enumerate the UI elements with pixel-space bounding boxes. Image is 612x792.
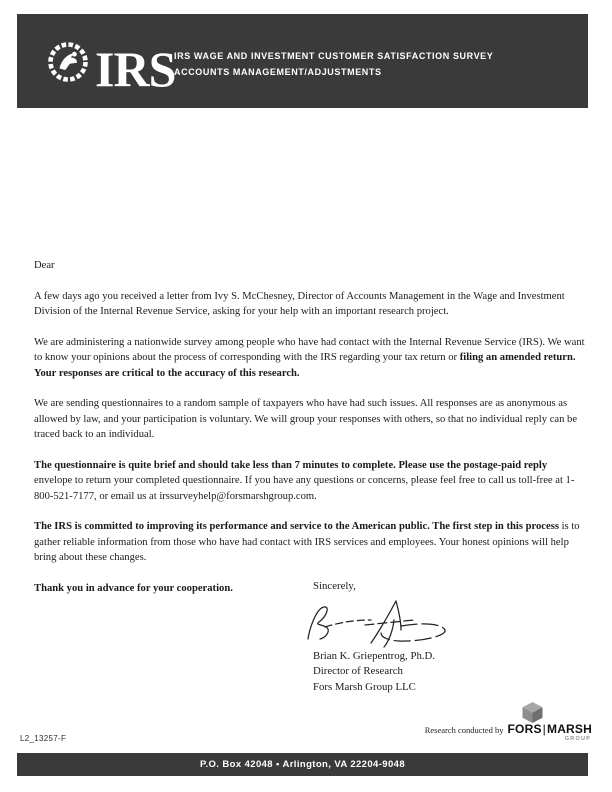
brand-marsh: MARSH bbox=[547, 722, 592, 736]
footer-address: P.O. Box 42048 • Arlington, VA 22204-9048 bbox=[199, 759, 406, 770]
paragraph-run: We are sending questionnaires to a random sample of taxpayers who have had such issues. All responses are as anonymous as allowed by law, and your participation is voluntary. We will group your responses with others, so that no individual reply can be traced back to an individual. bbox=[34, 398, 578, 440]
signer-org: Fors Marsh Group LLC bbox=[313, 680, 416, 693]
header-title-line2: ACCOUNTS MANAGEMENT/ADJUSTMENTS bbox=[174, 67, 382, 77]
letter-paragraph bbox=[34, 458, 586, 505]
paragraph-run: is to gather reliable information from those who have had contact with IRS services and employees. Your honest opinions will help bring about these changes. bbox=[34, 521, 580, 563]
signer-title: Director of Research bbox=[313, 665, 403, 677]
letter-paragraph bbox=[34, 396, 586, 443]
fors-marsh-wordmark bbox=[508, 722, 592, 736]
brand-group-label: GROUP bbox=[564, 736, 591, 742]
form-code: L2_13257-F bbox=[20, 734, 67, 743]
handwritten-signature bbox=[301, 597, 451, 649]
header-titles bbox=[174, 48, 493, 80]
research-credit-block bbox=[424, 700, 592, 744]
letter-paragraph bbox=[34, 519, 586, 566]
letter-paragraph bbox=[34, 289, 586, 320]
paragraph-run-bold: The questionnaire is quite brief and should take less than 7 minutes to complete. Please use the postage-paid reply bbox=[34, 459, 548, 471]
letter-paragraph bbox=[34, 335, 586, 382]
header-title-line1: IRS WAGE AND INVESTMENT CUSTOMER SATISFACTION SURVEY bbox=[174, 51, 494, 61]
research-credit-text: Research conducted by bbox=[424, 725, 504, 735]
research-credit-line bbox=[424, 722, 592, 736]
irs-eagle-emblem-icon bbox=[47, 41, 89, 83]
irs-wordmark: IRS bbox=[95, 41, 176, 97]
brand-fors: FORS bbox=[507, 722, 542, 736]
paragraph-run-bold: filing an amended return. Your responses are critical to the accuracy of this research. bbox=[34, 352, 576, 379]
brand-divider: | bbox=[542, 722, 546, 736]
paragraph-run: A few days ago you received a letter from Ivy S. McChesney, Director of Accounts Management in the Wage and Investment Division of the Internal Revenue Service, asking for your help with an important research project. bbox=[34, 290, 565, 317]
cube-icon bbox=[521, 701, 544, 724]
paragraph-run: We are administering a nationwide survey among people who have had contact with the Internal Revenue Service (IRS). We want to know your opinions about the process of corresponding with the IRS regarding your tax return or bbox=[34, 336, 585, 363]
paragraph-run-bold: Thank you in advance for your cooperation. bbox=[34, 582, 233, 594]
paragraph-run: envelope to return your completed questionnaire. If you have any questions or concerns, please feel free to call us toll-free at 1-800-521-7177, or email us at irssurveyhelp@forsmarshgroup.com. bbox=[34, 475, 575, 502]
closing: Sincerely, bbox=[313, 580, 356, 592]
letter-body-wrap bbox=[34, 258, 586, 611]
header-banner bbox=[17, 14, 588, 108]
paragraph-run-bold: The IRS is committed to improving its performance and service to the American public. The first step in this process bbox=[34, 521, 562, 532]
signature-block bbox=[313, 579, 533, 695]
signer-name: Brian K. Griepentrog, Ph.D. bbox=[313, 649, 436, 662]
footer-banner bbox=[17, 753, 588, 776]
salutation: Dear bbox=[34, 260, 55, 271]
letter-body bbox=[34, 289, 586, 597]
